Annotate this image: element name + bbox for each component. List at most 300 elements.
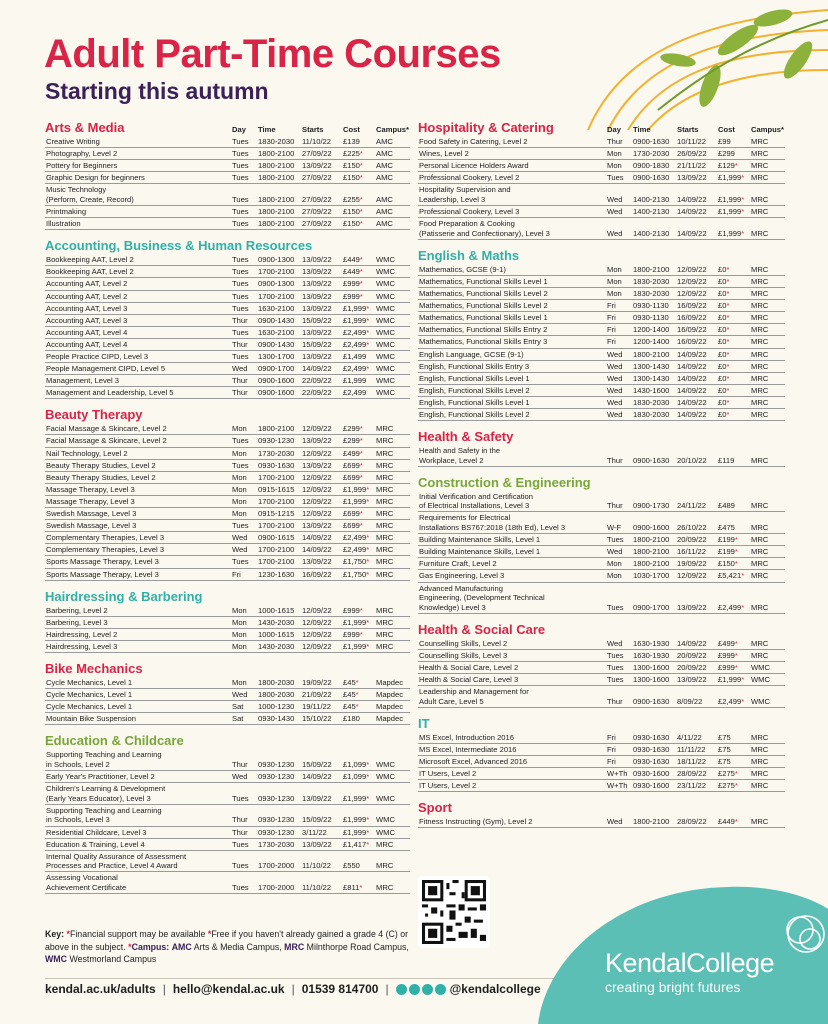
course-time-text: 0930-1130 <box>633 301 669 311</box>
course-start-date <box>302 387 343 399</box>
course-campus <box>376 556 410 568</box>
course-start-date-text: 13/09/22 <box>302 291 332 301</box>
course-start-date <box>302 532 343 544</box>
course-campus <box>751 160 785 172</box>
course-day-text: Fri <box>607 744 616 754</box>
course-campus-text: WMC <box>376 267 395 277</box>
course-table <box>418 732 785 792</box>
course-start-date-text: 13/09/22 <box>677 602 707 612</box>
course-table <box>45 605 410 653</box>
course-cost-text: £0 <box>718 373 727 383</box>
cost-asterisk: * <box>726 385 730 395</box>
qr-code[interactable] <box>418 876 490 948</box>
course-cost-text: £1,999 <box>343 815 367 825</box>
course-start-date <box>302 148 343 160</box>
course-day-text: Wed <box>607 228 623 238</box>
course-cost <box>718 558 751 570</box>
course-day <box>607 264 633 276</box>
course-campus-text: MRC <box>751 638 769 648</box>
course-cost <box>718 384 751 396</box>
course-day <box>607 638 633 650</box>
course-start-date-text: 22/09/22 <box>302 376 332 386</box>
course-campus <box>751 582 785 613</box>
course-campus <box>376 148 410 160</box>
course-day <box>232 544 258 556</box>
course-cost-text: £475 <box>718 523 735 533</box>
phone-number[interactable]: 01539 814700 <box>301 982 379 996</box>
course-cost <box>343 326 376 338</box>
course-name <box>418 582 607 613</box>
course-start-date <box>302 290 343 302</box>
course-cost-text: £1,999 <box>718 194 742 204</box>
course-day <box>607 743 633 755</box>
course-day <box>607 275 633 287</box>
section-header <box>418 474 785 491</box>
course-cost <box>718 148 751 160</box>
cost-asterisk: * <box>726 397 730 407</box>
course-time <box>258 783 302 805</box>
course-time-text: 0930-1230 <box>258 793 295 803</box>
course-day-text: Thur <box>232 759 248 769</box>
course-name-text: Building Maintenance Skills, Level 1 <box>419 535 541 545</box>
course-time-text: 1800-2100 <box>258 219 295 229</box>
course-time-text: 0900-1430 <box>258 315 295 325</box>
course-name <box>45 136 232 148</box>
course-name-text: Mountain Bike Suspension <box>46 714 136 724</box>
course-time <box>258 184 302 206</box>
course-name-text: Pottery for Beginners <box>46 161 118 171</box>
course-name <box>45 838 232 850</box>
header-cost: Cost <box>343 125 360 134</box>
social-handle[interactable]: @kendalcollege <box>449 982 541 996</box>
facebook-icon[interactable] <box>422 984 433 995</box>
course-cost <box>718 300 751 312</box>
cost-asterisk: * <box>366 827 370 837</box>
course-cost <box>718 312 751 324</box>
course-row <box>45 172 410 184</box>
course-day-text: Thur <box>607 455 623 465</box>
tiktok-icon[interactable] <box>435 984 446 995</box>
course-name-text: English, Functional Skills Entry 3 <box>419 361 530 371</box>
course-day <box>607 360 633 372</box>
course-start-date <box>677 396 718 408</box>
course-campus <box>376 532 410 544</box>
cost-asterisk: * <box>359 448 363 458</box>
course-start-date <box>302 363 343 375</box>
twitter-icon[interactable] <box>409 984 420 995</box>
course-name <box>418 558 607 570</box>
course-row <box>418 372 785 384</box>
course-cost <box>343 804 376 826</box>
course-name-text: Graphic Design for beginners <box>46 173 145 183</box>
course-name <box>45 338 232 350</box>
course-day-text: Wed <box>232 545 248 555</box>
course-day <box>232 640 258 652</box>
course-start-date <box>302 435 343 447</box>
course-time-text: 1430-2030 <box>258 641 295 651</box>
course-day-text: Tues <box>232 267 249 277</box>
course-name <box>418 661 607 673</box>
course-time-text: 1830-2030 <box>633 289 670 299</box>
course-day <box>232 804 258 826</box>
course-start-date-text: 20/09/22 <box>677 662 707 672</box>
course-cost <box>718 360 751 372</box>
course-start-date <box>677 148 718 160</box>
course-start-date <box>677 570 718 582</box>
course-start-date <box>302 520 343 532</box>
course-campus-text: MRC <box>751 397 769 407</box>
course-start-date-text: 16/11/22 <box>677 547 706 557</box>
course-start-date-text: 11/10/22 <box>302 882 331 892</box>
course-cost-text: £2,499 <box>343 388 367 398</box>
course-start-date-text: 12/09/22 <box>302 605 332 615</box>
course-start-date <box>302 628 343 640</box>
course-cost-text: £2,499 <box>343 339 367 349</box>
course-start-date-text: 3/11/22 <box>302 827 327 837</box>
course-row <box>45 689 410 701</box>
course-campus-text: AMC <box>376 137 393 146</box>
cost-asterisk: * <box>359 219 363 229</box>
course-day-text: Sat <box>232 714 244 724</box>
course-campus-text: MRC <box>751 264 769 274</box>
course-start-date <box>302 136 343 148</box>
course-campus <box>376 713 410 725</box>
course-time <box>633 372 677 384</box>
course-day <box>607 206 633 218</box>
course-start-date <box>302 278 343 290</box>
course-campus-text: MRC <box>751 744 769 754</box>
course-day <box>607 396 633 408</box>
course-row <box>418 512 785 534</box>
course-cost <box>718 324 751 336</box>
course-campus <box>376 206 410 218</box>
course-day-text: Tues <box>232 839 249 849</box>
course-row <box>45 136 410 148</box>
course-row <box>45 544 410 556</box>
course-start-date-text: 11/10/22 <box>302 137 331 146</box>
course-name-text: Mathematics, Functional Skills Entry 2 <box>419 325 548 335</box>
course-name <box>418 780 607 792</box>
cost-asterisk: * <box>366 617 370 627</box>
course-start-date-text: 11/11/22 <box>677 744 706 754</box>
course-campus <box>751 768 785 780</box>
course-day <box>607 184 633 206</box>
section-title: Hospitality & Catering <box>418 120 554 135</box>
course-name <box>45 701 232 713</box>
course-time-text: 1300-1430 <box>633 373 670 383</box>
course-name-text: Sports Massage Therapy, Level 3 <box>46 557 159 567</box>
course-start-date <box>302 640 343 652</box>
course-time <box>633 360 677 372</box>
course-campus-text: Mapdec <box>376 677 404 687</box>
course-start-date <box>677 768 718 780</box>
course-row <box>418 686 785 708</box>
course-campus <box>751 206 785 218</box>
course-name-text: Supporting Teaching and Learning in Schools, Level 2 <box>46 750 162 769</box>
course-row <box>418 360 785 372</box>
course-name-text: Wines, Level 2 <box>419 149 469 159</box>
course-time-text: 1800-2100 <box>258 161 295 171</box>
course-campus <box>376 363 410 375</box>
key-financial: Financial support may be available <box>69 929 206 939</box>
course-campus-text: MRC <box>376 436 394 446</box>
course-cost <box>343 218 376 230</box>
course-day <box>232 218 258 230</box>
course-row <box>45 677 410 689</box>
course-campus-text: AMC <box>376 219 393 229</box>
course-start-date <box>677 649 718 661</box>
instagram-icon[interactable] <box>396 984 407 995</box>
cost-asterisk: * <box>741 696 745 706</box>
course-cost <box>343 338 376 350</box>
course-campus-text: WMC <box>376 279 395 289</box>
course-cost <box>718 264 751 276</box>
course-campus <box>376 826 410 838</box>
course-start-date-text: 15/09/22 <box>302 339 332 349</box>
course-name-text: Health and Safety in the Workplace, Level 2 <box>419 446 501 465</box>
course-row <box>45 850 410 872</box>
course-start-date-text: 12/09/22 <box>302 424 332 434</box>
course-campus <box>751 570 785 582</box>
course-campus <box>751 408 785 420</box>
course-start-date-text: 13/09/22 <box>677 173 707 183</box>
course-name <box>418 686 607 708</box>
course-day <box>232 838 258 850</box>
course-day-text: Tues <box>232 436 249 446</box>
course-time <box>258 302 302 314</box>
course-name-text: English, Functional Skills Level 1 <box>419 397 530 407</box>
course-time-text: 1730-2030 <box>258 839 295 849</box>
course-time <box>633 816 677 828</box>
cost-asterisk: * <box>359 255 363 265</box>
course-campus-text: MRC <box>376 557 394 567</box>
course-time <box>258 544 302 556</box>
social-icons <box>396 984 446 995</box>
key-campus-label: Campus: <box>131 941 170 952</box>
course-campus-text: AMC <box>376 194 393 204</box>
course-campus <box>751 546 785 558</box>
section-header <box>45 406 410 423</box>
course-campus-text: MRC <box>376 617 394 627</box>
course-day <box>232 508 258 520</box>
cost-asterisk: * <box>366 484 370 494</box>
left-column <box>45 112 410 894</box>
course-cost-text: £1,750 <box>343 557 367 567</box>
course-day-text: Tues <box>232 521 249 531</box>
course-name <box>45 302 232 314</box>
cost-asterisk: * <box>734 650 738 660</box>
course-name <box>45 471 232 483</box>
course-start-date-text: 12/09/22 <box>302 496 332 506</box>
course-start-date <box>677 264 718 276</box>
section-title: Accounting, Business & Human Resources <box>45 238 313 254</box>
course-campus <box>751 336 785 348</box>
course-time-text: 0900-1830 <box>633 161 670 171</box>
course-day <box>607 649 633 661</box>
course-time <box>633 534 677 546</box>
course-name-text: English Language, GCSE (9-1) <box>419 349 524 359</box>
course-day <box>232 266 258 278</box>
course-name <box>418 546 607 558</box>
course-time <box>258 435 302 447</box>
cost-asterisk: * <box>366 557 370 567</box>
course-campus-text: MRC <box>751 781 769 791</box>
cost-asterisk: * <box>359 424 363 434</box>
course-row <box>45 616 410 628</box>
course-day <box>232 850 258 872</box>
course-cost <box>718 160 751 172</box>
course-time-text: 0930-1630 <box>633 732 670 742</box>
course-campus <box>376 290 410 302</box>
course-cost <box>343 689 376 701</box>
course-name <box>418 172 607 184</box>
course-cost <box>343 387 376 399</box>
course-campus <box>751 661 785 673</box>
course-start-date-text: 14/09/22 <box>677 207 707 217</box>
course-name-text: Barbering, Level 3 <box>46 617 108 627</box>
course-name <box>45 351 232 363</box>
course-day-text: Wed <box>232 364 248 374</box>
cost-asterisk: * <box>734 781 738 791</box>
course-row <box>45 471 410 483</box>
course-campus <box>751 743 785 755</box>
course-time <box>633 768 677 780</box>
course-start-date <box>677 558 718 570</box>
course-day <box>232 872 258 894</box>
course-campus-text: MRC <box>751 373 769 383</box>
course-day <box>232 495 258 507</box>
course-time-text: 1730-2030 <box>258 448 295 458</box>
course-time <box>633 649 677 661</box>
section-header <box>418 621 785 638</box>
course-time <box>633 300 677 312</box>
course-name-text: Facial Massage & Skincare, Level 2 <box>46 424 167 434</box>
course-name <box>45 532 232 544</box>
website-link[interactable]: kendal.ac.uk/adults <box>45 982 156 996</box>
course-name-text: Mathematics, Functional Skills Level 2 <box>419 289 548 299</box>
course-time-text: 1700-2100 <box>258 472 295 482</box>
course-cost <box>718 396 751 408</box>
course-time-text: 1700-2100 <box>258 267 295 277</box>
course-day-text: Mon <box>232 509 247 519</box>
course-time-text: 1300-1600 <box>633 675 670 685</box>
course-name-text: Accounting AAT, Level 2 <box>46 279 128 289</box>
course-day <box>607 582 633 613</box>
course-time <box>258 351 302 363</box>
course-day <box>607 661 633 673</box>
course-row <box>418 312 785 324</box>
course-start-date-text: 13/09/22 <box>302 267 332 277</box>
course-name <box>45 640 232 652</box>
course-start-date-text: 13/09/22 <box>302 352 332 361</box>
course-time <box>633 686 677 708</box>
course-name-text: Early Year's Practitioner, Level 2 <box>46 772 155 782</box>
course-campus <box>376 850 410 872</box>
course-campus <box>376 544 410 556</box>
course-day <box>232 459 258 471</box>
course-start-date <box>677 546 718 558</box>
course-campus-text: MRC <box>751 455 769 465</box>
course-campus-text: MRC <box>376 521 394 531</box>
course-day-text: Tues <box>607 535 624 545</box>
course-row <box>418 732 785 744</box>
course-start-date-text: 12/09/22 <box>302 484 332 494</box>
course-cost-text: £449 <box>343 267 360 277</box>
course-start-date <box>302 826 343 838</box>
course-campus-text: WMC <box>376 793 395 803</box>
course-time-text: 1800-2100 <box>258 173 295 183</box>
course-name <box>45 771 232 783</box>
course-day-text: Tues <box>232 137 249 146</box>
course-day-text: Tues <box>232 557 249 567</box>
course-day-text: Wed <box>607 409 623 419</box>
course-row <box>45 783 410 805</box>
section-header <box>418 428 785 445</box>
cost-asterisk: * <box>741 675 745 685</box>
course-day <box>232 351 258 363</box>
course-day <box>232 148 258 160</box>
course-campus <box>376 771 410 783</box>
course-time <box>258 423 302 435</box>
course-name-text: Health & Social Care, Level 3 <box>419 675 519 685</box>
cost-asterisk: * <box>726 301 730 311</box>
course-time <box>633 136 677 148</box>
email-link[interactable]: hello@kendal.ac.uk <box>172 982 285 996</box>
course-day <box>607 768 633 780</box>
course-day <box>607 686 633 708</box>
course-time-text: 0930-1130 <box>633 313 669 323</box>
course-start-date-text: 14/09/22 <box>302 545 332 555</box>
course-cost <box>343 254 376 266</box>
course-start-date-text: 13/09/22 <box>302 255 332 265</box>
course-campus <box>376 471 410 483</box>
course-start-date-text: 12/09/22 <box>677 289 707 299</box>
course-time-text: 0900-1615 <box>258 533 295 543</box>
course-campus-text: MRC <box>751 361 769 371</box>
course-start-date-text: 27/09/22 <box>302 219 332 229</box>
course-campus-text: AMC <box>376 207 393 217</box>
course-campus <box>376 640 410 652</box>
course-start-date-text: 27/09/22 <box>302 173 332 183</box>
course-table <box>45 254 410 399</box>
course-campus-text: MRC <box>376 839 394 849</box>
course-name <box>418 148 607 160</box>
course-name-text: Residential Childcare, Level 3 <box>46 827 147 837</box>
course-cost-text: £0 <box>718 409 727 419</box>
course-name <box>418 372 607 384</box>
course-time-text: 1800-2100 <box>258 424 295 434</box>
course-campus <box>751 638 785 650</box>
course-cost-text: £5,421 <box>718 571 742 581</box>
course-campus-text: MRC <box>751 559 769 569</box>
course-day-text: Mon <box>607 149 622 159</box>
course-start-date <box>677 275 718 287</box>
course-campus-text: MRC <box>751 207 769 217</box>
course-time <box>258 508 302 520</box>
course-start-date-text: 15/09/22 <box>302 759 332 769</box>
course-cost-text: £0 <box>718 301 727 311</box>
course-start-date <box>677 686 718 708</box>
course-cost-text: £1,417 <box>343 839 367 849</box>
course-day <box>232 184 258 206</box>
course-cost-text: £699 <box>343 521 360 531</box>
course-time-text: 0930-1230 <box>258 759 295 769</box>
course-campus <box>376 804 410 826</box>
course-day-text: Wed <box>607 194 623 204</box>
course-start-date-text: 27/09/22 <box>302 207 332 217</box>
course-start-date <box>677 661 718 673</box>
course-campus <box>751 288 785 300</box>
